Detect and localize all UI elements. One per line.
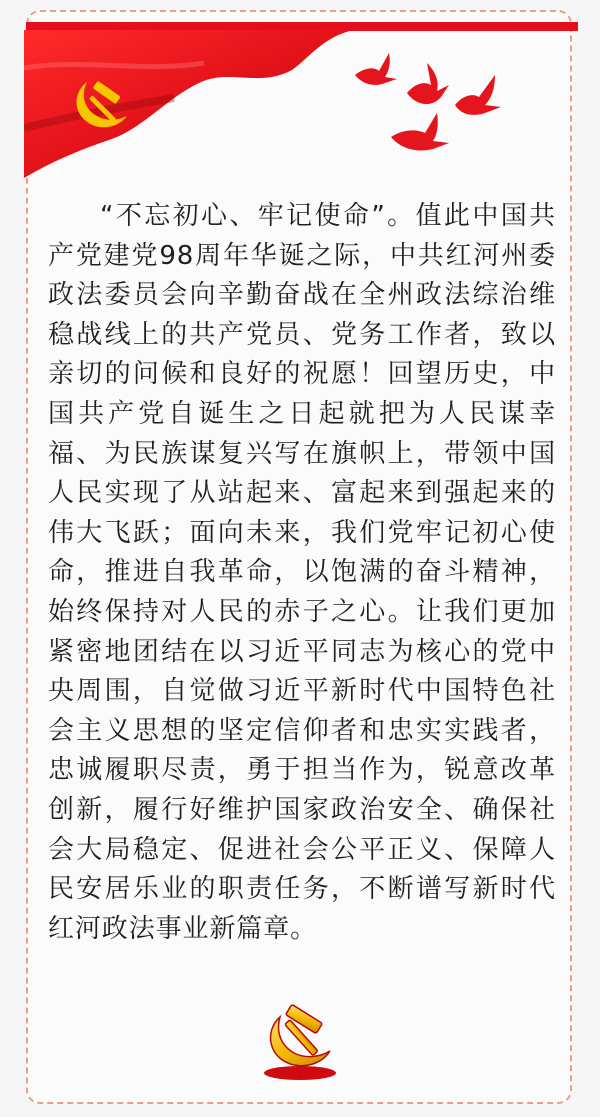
- hammer-sickle-emblem-icon: [250, 1003, 350, 1083]
- party-flag-icon: [24, 28, 354, 178]
- flying-doves-icon: [345, 45, 520, 160]
- article-paragraph: “不忘初心、牢记使命”。值此中国共产党建党98周年华诞之际，中共红河州委政法委员会向辛勤奋战在全州政法综治维稳战线上的共产党员、党务工作者，致以亲切的问候和良好的祝愿！回望历史，中国共产党自诞生之日起就把为人民谋幸福、为民族谋复兴写在旗帜上，带领中国人民实现了从站起来、富起来到强起来的伟大飞跃；面向未来，我们党牢记初心使命，推进自我革命，以饱满的奋斗精神，始终保持对人民的赤子之心。让我们更加紧密地团结在以习近平同志为核心的党中央周围，自觉做习近平新时代中国特色社会主义思想的坚定信仰者和忠实实践者，忠诚履职尽责，勇于担当作为，锐意改革创新，履行好维护国家政治安全、确保社会大局稳定、促进社会公平正义、保障人民安居乐业的职责任务，不断谱写新时代红河政法事业新篇章。: [48, 201, 556, 944]
